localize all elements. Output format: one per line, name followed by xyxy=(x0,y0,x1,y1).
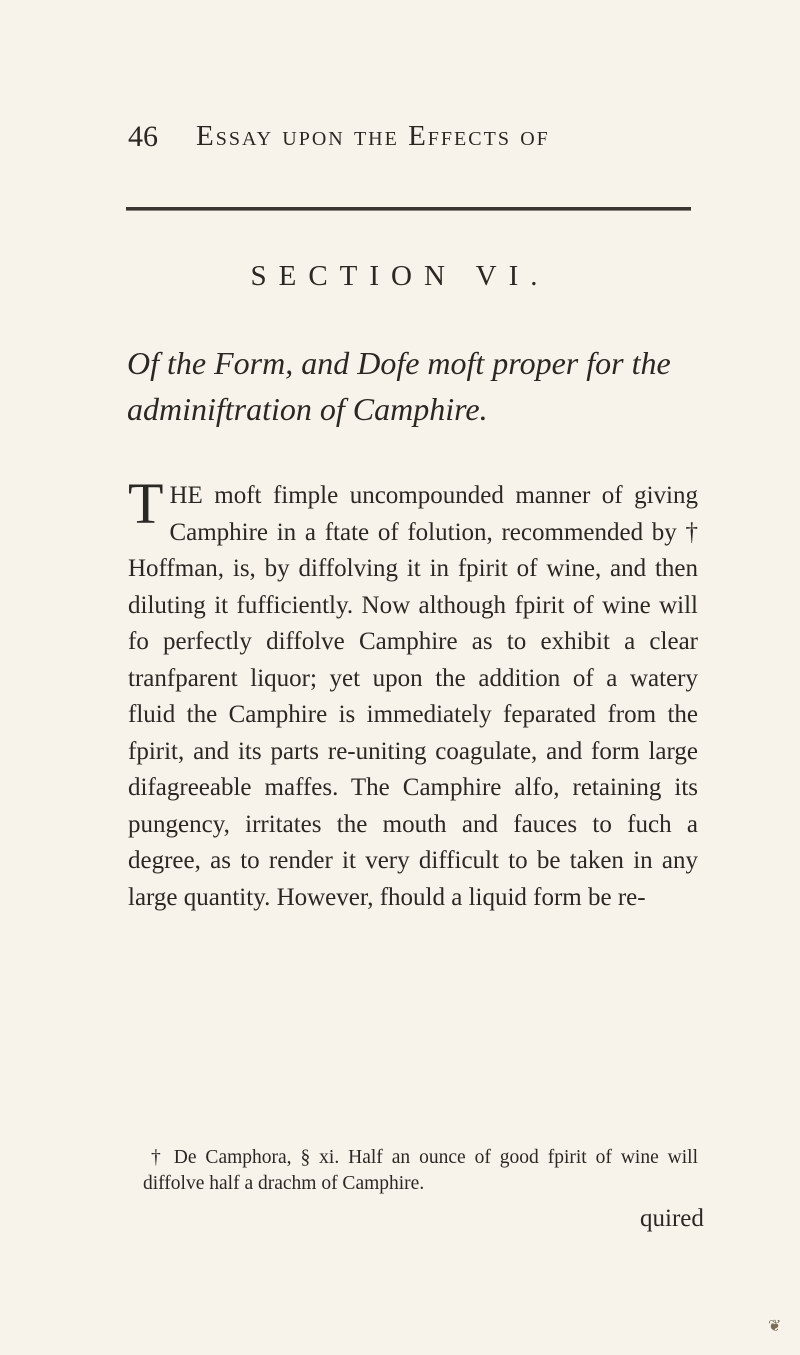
section-title: SECTION VI. xyxy=(250,260,550,292)
drop-cap: T xyxy=(128,471,164,536)
ornament-icon: ❦ xyxy=(768,1318,782,1335)
catchword: quired xyxy=(640,1205,704,1232)
header-rule xyxy=(126,207,691,211)
body-text: HE moft fimple uncompounded manner of giving Camphire in a ftate of folution, recommended by † Hoffman, is, by diffolving it in fpirit of wine, and then diluting it fufficiently. Now although fpirit of wine will fo perfectly diffolve Camphire as to exhibit a clear tranfparent liquor; yet upon the addition of a watery fluid the Camphire is immediately feparated from the fpirit, and its parts re-uniting coagulate, and form large difagreeable maffes. The Camphire alfo, retaining its pungency, irritates the mouth and fauces to fuch a degree, as to render it very difficult to be taken in any large quantity. However, fhould a liquid form be re- xyxy=(128,482,698,911)
body-paragraph xyxy=(128,471,698,916)
running-head: Essay upon the Effects of xyxy=(196,120,550,152)
section-subtitle: Of the Form, and Dofe moft proper for the adminiftration of Camphire. xyxy=(127,345,671,427)
page-header xyxy=(128,120,688,160)
footnote: † De Camphora, § xi. Half an ounce of good fpirit of wine will diffolve half a drachm of Camphire. xyxy=(143,1147,698,1194)
page-number: 46 xyxy=(128,120,158,153)
